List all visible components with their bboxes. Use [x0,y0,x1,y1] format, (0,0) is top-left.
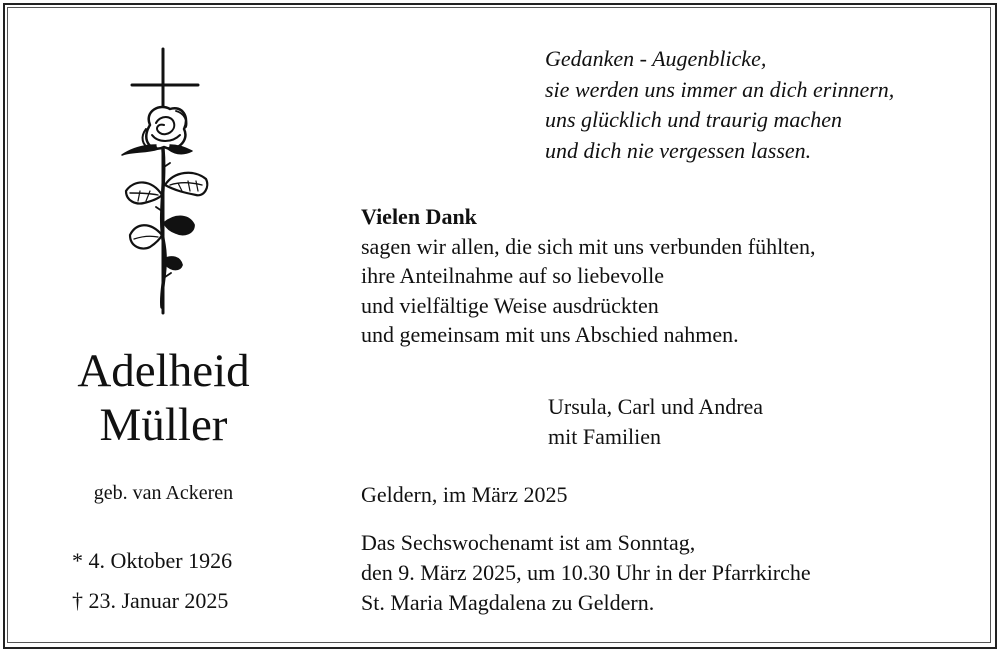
death-date: † 23. Januar 2025 [72,588,229,613]
birth-date: * 4. Oktober 1926 [72,548,233,573]
deceased-name [40,344,287,452]
service-line: Das Sechswochenamt ist am Sonntag, [361,530,696,555]
thanks-line: sagen wir allen, die sich mit uns verbunden fühlten, [361,233,816,259]
family-signature [548,392,763,452]
deceased-first-name: Adelheid [77,345,250,397]
service-notice [361,528,811,618]
thanks-text [361,202,816,350]
thanks-line: und gemeinsam mit uns Abschied nahmen. [361,322,739,347]
place-date: Geldern, im März 2025 [361,482,568,507]
family-line: Ursula, Carl und Andrea [548,394,764,419]
thanks-heading: Vielen Dank [361,204,477,229]
birth-name: geb. van Ackeren [93,482,234,504]
poem-line: und dich nie vergessen lassen. [545,137,812,163]
thanks-line: und vielfältige Weise ausdrückten [361,292,659,318]
family-line: mit Familien [548,424,662,449]
cross-with-rose-icon [110,45,220,320]
thanks-line: ihre Anteilnahme auf so liebevolle [361,263,665,288]
poem-line: Gedanken - Augenblicke, [545,46,767,71]
service-line: den 9. März 2025, um 10.30 Uhr in der Pfarrkirche [361,560,811,585]
poem [545,44,894,166]
poem-line: uns glücklich und traurig machen [545,107,842,132]
poem-line: sie werden uns immer an dich erinnern, [545,76,895,102]
deceased-last-name: Müller [99,399,228,451]
service-line: St. Maria Magdalena zu Geldern. [361,590,655,615]
